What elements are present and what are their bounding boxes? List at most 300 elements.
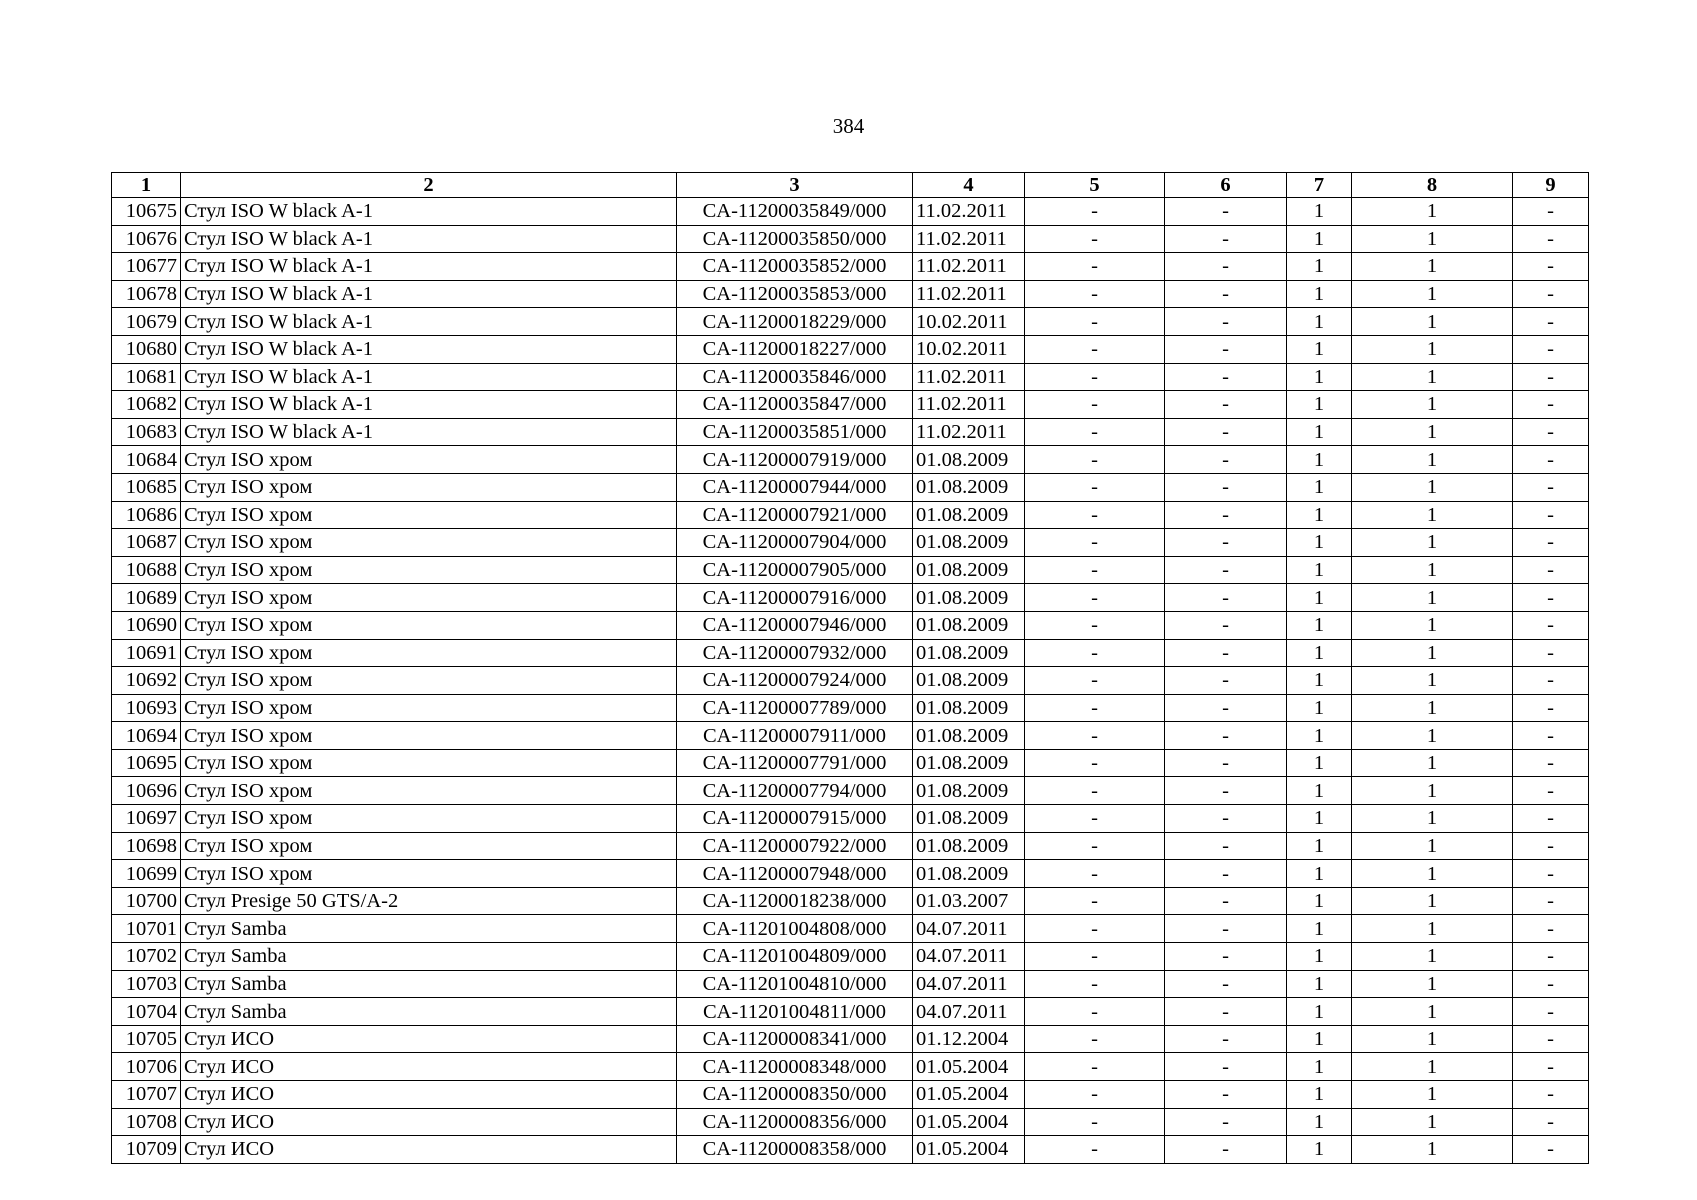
col-5-cell: - [1025,253,1165,281]
date-cell: 01.08.2009 [913,446,1025,474]
inventory-number-cell: CA-11200035846/000 [677,363,913,391]
col-7-cell: 1 [1287,308,1352,336]
col-8-cell: 1 [1352,225,1513,253]
date-cell: 01.08.2009 [913,749,1025,777]
col-9-cell: - [1513,722,1589,750]
item-name-cell: Стул ISO хром [181,777,677,805]
table-header [112,173,1589,198]
col-5-cell: - [1025,805,1165,833]
col-7-cell: 1 [1287,639,1352,667]
row-number-cell: 10698 [112,832,181,860]
col-7-cell: 1 [1287,225,1352,253]
col-5-cell: - [1025,473,1165,501]
row-number-cell: 10686 [112,501,181,529]
header-col-7: 7 [1287,173,1352,198]
item-name-cell: Стул Samba [181,970,677,998]
row-number-cell: 10695 [112,749,181,777]
table-row [112,280,1589,308]
table-row [112,887,1589,915]
date-cell: 11.02.2011 [913,253,1025,281]
item-name-cell: Стул ISO W black A-1 [181,335,677,363]
date-cell: 01.08.2009 [913,501,1025,529]
inventory-number-cell: CA-11200007904/000 [677,529,913,557]
table-row [112,722,1589,750]
col-9-cell: - [1513,1136,1589,1164]
col-7-cell: 1 [1287,611,1352,639]
col-9-cell: - [1513,860,1589,888]
date-cell: 10.02.2011 [913,308,1025,336]
table-row [112,556,1589,584]
col-7-cell: 1 [1287,253,1352,281]
col-7-cell: 1 [1287,198,1352,226]
table-row [112,308,1589,336]
col-9-cell: - [1513,253,1589,281]
row-number-cell: 10701 [112,915,181,943]
col-6-cell: - [1165,391,1287,419]
col-7-cell: 1 [1287,998,1352,1026]
row-number-cell: 10707 [112,1081,181,1109]
item-name-cell: Стул ISO W black A-1 [181,198,677,226]
col-5-cell: - [1025,446,1165,474]
col-6-cell: - [1165,832,1287,860]
table-row [112,1136,1589,1164]
col-5-cell: - [1025,694,1165,722]
row-number-cell: 10693 [112,694,181,722]
col-5-cell: - [1025,1108,1165,1136]
item-name-cell: Стул ISO хром [181,611,677,639]
inventory-number-cell: CA-11200007948/000 [677,860,913,888]
table-row [112,418,1589,446]
item-name-cell: Стул Presige 50 GTS/A-2 [181,887,677,915]
row-number-cell: 10699 [112,860,181,888]
col-8-cell: 1 [1352,832,1513,860]
col-9-cell: - [1513,749,1589,777]
col-6-cell: - [1165,584,1287,612]
col-6-cell: - [1165,1053,1287,1081]
col-7-cell: 1 [1287,335,1352,363]
col-5-cell: - [1025,1025,1165,1053]
col-9-cell: - [1513,611,1589,639]
item-name-cell: Стул Samba [181,943,677,971]
col-6-cell: - [1165,308,1287,336]
col-8-cell: 1 [1352,529,1513,557]
table-row [112,943,1589,971]
col-7-cell: 1 [1287,915,1352,943]
inventory-number-cell: CA-11200007794/000 [677,777,913,805]
table-row [112,805,1589,833]
row-number-cell: 10677 [112,253,181,281]
col-7-cell: 1 [1287,1136,1352,1164]
row-number-cell: 10681 [112,363,181,391]
col-6-cell: - [1165,915,1287,943]
date-cell: 11.02.2011 [913,198,1025,226]
col-8-cell: 1 [1352,418,1513,446]
table-row [112,832,1589,860]
col-8-cell: 1 [1352,501,1513,529]
date-cell: 11.02.2011 [913,391,1025,419]
col-7-cell: 1 [1287,556,1352,584]
table-row [112,473,1589,501]
col-8-cell: 1 [1352,1136,1513,1164]
col-6-cell: - [1165,998,1287,1026]
col-6-cell: - [1165,943,1287,971]
col-6-cell: - [1165,887,1287,915]
col-6-cell: - [1165,1136,1287,1164]
row-number-cell: 10692 [112,667,181,695]
col-5-cell: - [1025,639,1165,667]
table-row [112,529,1589,557]
row-number-cell: 10703 [112,970,181,998]
col-9-cell: - [1513,446,1589,474]
item-name-cell: Стул ИСО [181,1053,677,1081]
col-5-cell: - [1025,1081,1165,1109]
item-name-cell: Стул ISO хром [181,473,677,501]
col-8-cell: 1 [1352,998,1513,1026]
col-8-cell: 1 [1352,253,1513,281]
col-6-cell: - [1165,198,1287,226]
table-row [112,667,1589,695]
col-6-cell: - [1165,749,1287,777]
date-cell: 01.05.2004 [913,1053,1025,1081]
col-7-cell: 1 [1287,363,1352,391]
item-name-cell: Стул ISO хром [181,501,677,529]
table-row [112,1025,1589,1053]
inventory-number-cell: CA-11200007919/000 [677,446,913,474]
col-6-cell: - [1165,722,1287,750]
col-6-cell: - [1165,253,1287,281]
table-row [112,611,1589,639]
col-9-cell: - [1513,335,1589,363]
date-cell: 04.07.2011 [913,915,1025,943]
table-row [112,335,1589,363]
table-row [112,501,1589,529]
table-row [112,998,1589,1026]
col-6-cell: - [1165,363,1287,391]
row-number-cell: 10709 [112,1136,181,1164]
inventory-number-cell: CA-11200018229/000 [677,308,913,336]
inventory-number-cell: CA-11200018227/000 [677,335,913,363]
table-row [112,1053,1589,1081]
col-8-cell: 1 [1352,473,1513,501]
col-6-cell: - [1165,777,1287,805]
item-name-cell: Стул ИСО [181,1108,677,1136]
header-col-9: 9 [1513,173,1589,198]
inventory-number-cell: CA-11200035851/000 [677,418,913,446]
row-number-cell: 10697 [112,805,181,833]
col-9-cell: - [1513,529,1589,557]
item-name-cell: Стул ISO хром [181,722,677,750]
col-9-cell: - [1513,584,1589,612]
row-number-cell: 10696 [112,777,181,805]
date-cell: 01.05.2004 [913,1108,1025,1136]
table-row [112,446,1589,474]
col-8-cell: 1 [1352,639,1513,667]
col-5-cell: - [1025,722,1165,750]
col-5-cell: - [1025,584,1165,612]
col-5-cell: - [1025,611,1165,639]
col-8-cell: 1 [1352,694,1513,722]
date-cell: 01.08.2009 [913,556,1025,584]
table-row [112,749,1589,777]
col-9-cell: - [1513,639,1589,667]
col-9-cell: - [1513,418,1589,446]
col-8-cell: 1 [1352,584,1513,612]
inventory-number-cell: CA-11200007922/000 [677,832,913,860]
col-5-cell: - [1025,1053,1165,1081]
item-name-cell: Стул ISO W black A-1 [181,308,677,336]
inventory-number-cell: CA-11200007915/000 [677,805,913,833]
header-col-6: 6 [1165,173,1287,198]
col-5-cell: - [1025,887,1165,915]
col-7-cell: 1 [1287,1108,1352,1136]
col-7-cell: 1 [1287,391,1352,419]
item-name-cell: Стул ISO хром [181,446,677,474]
row-number-cell: 10684 [112,446,181,474]
col-6-cell: - [1165,556,1287,584]
inventory-number-cell: CA-11200007946/000 [677,611,913,639]
col-8-cell: 1 [1352,198,1513,226]
col-9-cell: - [1513,391,1589,419]
page-number: 384 [832,114,865,138]
col-9-cell: - [1513,280,1589,308]
item-name-cell: Стул ISO хром [181,556,677,584]
inventory-number-cell: CA-11200008356/000 [677,1108,913,1136]
table-row [112,639,1589,667]
col-7-cell: 1 [1287,777,1352,805]
col-5-cell: - [1025,363,1165,391]
col-5-cell: - [1025,280,1165,308]
row-number-cell: 10702 [112,943,181,971]
col-7-cell: 1 [1287,887,1352,915]
col-5-cell: - [1025,391,1165,419]
col-5-cell: - [1025,832,1165,860]
table-row [112,777,1589,805]
col-9-cell: - [1513,556,1589,584]
col-6-cell: - [1165,473,1287,501]
item-name-cell: Стул ISO W black A-1 [181,280,677,308]
col-5-cell: - [1025,998,1165,1026]
row-number-cell: 10685 [112,473,181,501]
date-cell: 11.02.2011 [913,225,1025,253]
row-number-cell: 10700 [112,887,181,915]
date-cell: 11.02.2011 [913,280,1025,308]
col-9-cell: - [1513,667,1589,695]
col-5-cell: - [1025,418,1165,446]
col-9-cell: - [1513,943,1589,971]
row-number-cell: 10694 [112,722,181,750]
col-9-cell: - [1513,805,1589,833]
col-8-cell: 1 [1352,1053,1513,1081]
col-7-cell: 1 [1287,446,1352,474]
row-number-cell: 10687 [112,529,181,557]
inventory-number-cell: CA-11200007944/000 [677,473,913,501]
item-name-cell: Стул ISO W black A-1 [181,391,677,419]
date-cell: 01.08.2009 [913,722,1025,750]
col-9-cell: - [1513,1108,1589,1136]
date-cell: 01.08.2009 [913,777,1025,805]
date-cell: 10.02.2011 [913,335,1025,363]
row-number-cell: 10676 [112,225,181,253]
col-7-cell: 1 [1287,1081,1352,1109]
item-name-cell: Стул ISO W black A-1 [181,253,677,281]
col-8-cell: 1 [1352,1108,1513,1136]
item-name-cell: Стул ISO W black A-1 [181,225,677,253]
col-8-cell: 1 [1352,1025,1513,1053]
col-8-cell: 1 [1352,611,1513,639]
col-7-cell: 1 [1287,1053,1352,1081]
header-col-8: 8 [1352,173,1513,198]
item-name-cell: Стул ISO хром [181,667,677,695]
date-cell: 11.02.2011 [913,363,1025,391]
col-5-cell: - [1025,501,1165,529]
col-6-cell: - [1165,418,1287,446]
col-8-cell: 1 [1352,970,1513,998]
item-name-cell: Стул ISO хром [181,860,677,888]
col-9-cell: - [1513,363,1589,391]
date-cell: 01.03.2007 [913,887,1025,915]
inventory-number-cell: CA-11200008341/000 [677,1025,913,1053]
col-8-cell: 1 [1352,749,1513,777]
registry-table [111,172,1589,1164]
col-6-cell: - [1165,860,1287,888]
date-cell: 01.08.2009 [913,667,1025,695]
inventory-number-cell: CA-11200035849/000 [677,198,913,226]
col-6-cell: - [1165,529,1287,557]
col-9-cell: - [1513,1081,1589,1109]
inventory-number-cell: CA-11201004808/000 [677,915,913,943]
date-cell: 01.08.2009 [913,805,1025,833]
col-7-cell: 1 [1287,943,1352,971]
item-name-cell: Стул ISO хром [181,749,677,777]
col-9-cell: - [1513,1053,1589,1081]
inventory-number-cell: CA-11200007905/000 [677,556,913,584]
col-5-cell: - [1025,1136,1165,1164]
col-7-cell: 1 [1287,501,1352,529]
date-cell: 01.08.2009 [913,832,1025,860]
col-9-cell: - [1513,308,1589,336]
col-7-cell: 1 [1287,667,1352,695]
col-7-cell: 1 [1287,584,1352,612]
col-7-cell: 1 [1287,529,1352,557]
col-6-cell: - [1165,639,1287,667]
col-6-cell: - [1165,611,1287,639]
col-7-cell: 1 [1287,418,1352,446]
col-5-cell: - [1025,335,1165,363]
col-9-cell: - [1513,970,1589,998]
col-8-cell: 1 [1352,805,1513,833]
header-row [112,173,1589,198]
col-5-cell: - [1025,915,1165,943]
col-5-cell: - [1025,198,1165,226]
item-name-cell: Стул ISO W black A-1 [181,363,677,391]
inventory-number-cell: CA-11200035850/000 [677,225,913,253]
row-number-cell: 10704 [112,998,181,1026]
col-9-cell: - [1513,915,1589,943]
col-8-cell: 1 [1352,860,1513,888]
inventory-number-cell: CA-11200007791/000 [677,749,913,777]
inventory-number-cell: CA-11200008358/000 [677,1136,913,1164]
item-name-cell: Стул ISO W black A-1 [181,418,677,446]
header-col-name: 2 [181,173,677,198]
col-6-cell: - [1165,280,1287,308]
date-cell: 01.08.2009 [913,611,1025,639]
date-cell: 11.02.2011 [913,418,1025,446]
table-row [112,198,1589,226]
row-number-cell: 10689 [112,584,181,612]
col-9-cell: - [1513,225,1589,253]
inventory-number-cell: CA-11201004809/000 [677,943,913,971]
row-number-cell: 10688 [112,556,181,584]
col-9-cell: - [1513,198,1589,226]
date-cell: 01.12.2004 [913,1025,1025,1053]
row-number-cell: 10683 [112,418,181,446]
inventory-number-cell: CA-11200035847/000 [677,391,913,419]
col-5-cell: - [1025,308,1165,336]
row-number-cell: 10680 [112,335,181,363]
table-row [112,1081,1589,1109]
table-body [112,198,1589,1164]
inventory-number-cell: CA-11200007932/000 [677,639,913,667]
col-9-cell: - [1513,887,1589,915]
inventory-number-cell: CA-11200007789/000 [677,694,913,722]
inventory-number-cell: CA-11200018238/000 [677,887,913,915]
col-9-cell: - [1513,1025,1589,1053]
col-5-cell: - [1025,556,1165,584]
table-row [112,1108,1589,1136]
date-cell: 04.07.2011 [913,970,1025,998]
inventory-number-cell: CA-11200035853/000 [677,280,913,308]
item-name-cell: Стул Samba [181,998,677,1026]
table-row [112,970,1589,998]
col-8-cell: 1 [1352,722,1513,750]
header-col-number: 1 [112,173,181,198]
item-name-cell: Стул Samba [181,915,677,943]
col-8-cell: 1 [1352,887,1513,915]
col-8-cell: 1 [1352,943,1513,971]
row-number-cell: 10682 [112,391,181,419]
col-6-cell: - [1165,694,1287,722]
item-name-cell: Стул ISO хром [181,832,677,860]
col-8-cell: 1 [1352,915,1513,943]
col-8-cell: 1 [1352,777,1513,805]
header-col-inventory: 3 [677,173,913,198]
col-6-cell: - [1165,501,1287,529]
col-6-cell: - [1165,335,1287,363]
col-5-cell: - [1025,860,1165,888]
col-6-cell: - [1165,446,1287,474]
col-8-cell: 1 [1352,446,1513,474]
col-6-cell: - [1165,1108,1287,1136]
table-row [112,391,1589,419]
table-row [112,225,1589,253]
inventory-number-cell: CA-11200007924/000 [677,667,913,695]
col-5-cell: - [1025,749,1165,777]
col-6-cell: - [1165,805,1287,833]
col-9-cell: - [1513,832,1589,860]
header-col-date: 4 [913,173,1025,198]
col-8-cell: 1 [1352,667,1513,695]
col-7-cell: 1 [1287,280,1352,308]
date-cell: 01.08.2009 [913,860,1025,888]
inventory-number-cell: CA-11200008350/000 [677,1081,913,1109]
col-7-cell: 1 [1287,970,1352,998]
table-row [112,363,1589,391]
col-5-cell: - [1025,529,1165,557]
col-8-cell: 1 [1352,1081,1513,1109]
col-8-cell: 1 [1352,363,1513,391]
col-7-cell: 1 [1287,694,1352,722]
date-cell: 01.08.2009 [913,639,1025,667]
